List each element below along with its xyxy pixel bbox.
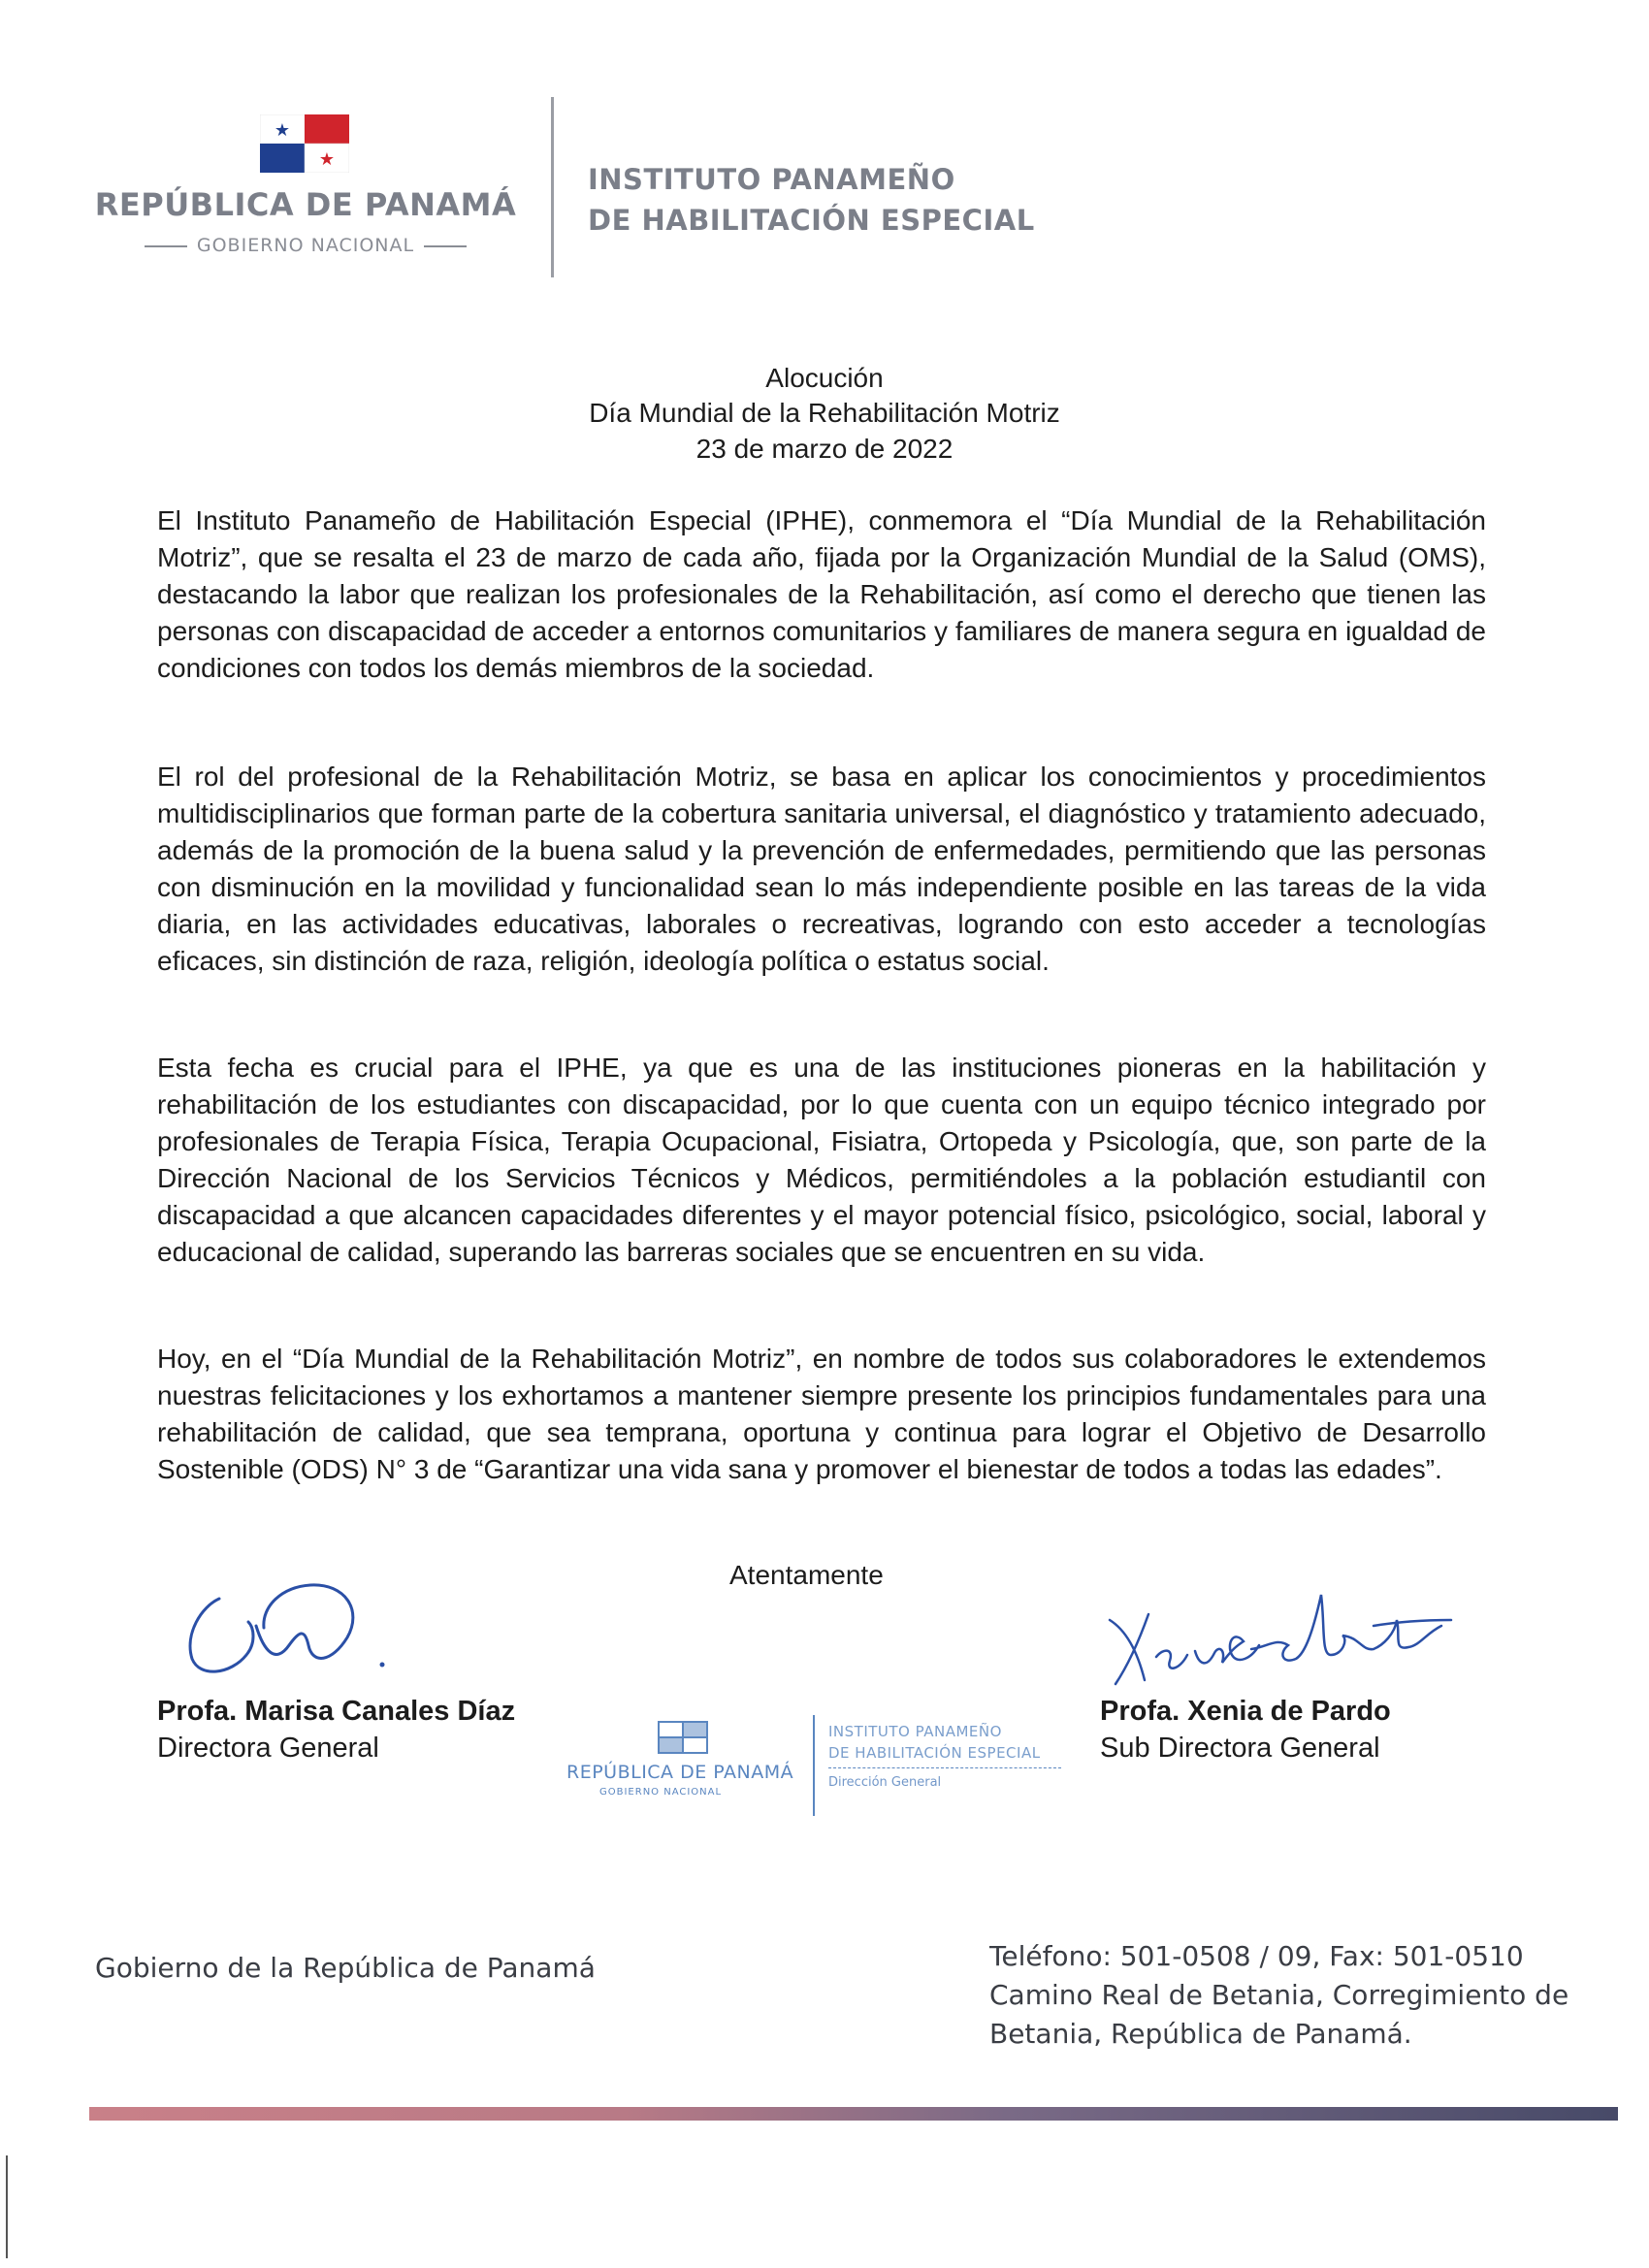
stamp-institute-line2: DE HABILITACIÓN ESPECIAL — [828, 1744, 1041, 1762]
letterhead-divider — [551, 97, 554, 277]
footer-address-line2: Betania, República de Panamá. — [989, 2018, 1412, 2050]
stamp-rule — [828, 1767, 1061, 1768]
signature-image — [175, 1550, 407, 1696]
panama-flag-icon — [260, 114, 349, 173]
scan-edge-line — [6, 2155, 8, 2258]
footer-phone: Teléfono: 501-0508 / 09, Fax: 501-0510 — [989, 1940, 1524, 1972]
paragraph: Esta fecha es crucial para el IPHE, ya que es una de las instituciones pioneras en la habilitación y rehabilitación de los estudiantes con discapacidad, por lo que cuenta con un equipo técnico integrado por profesionales de Terapia Física, Terapia Ocupacional, Fisiatra, Ortopeda y Psicología, que, son parte de la Dirección Nacional de los Servicios Técnicos y Médicos, permitiéndoles a la población estudiantil con discapacidad a que alcancen capacidades diferentes y el mayor potencial físico, psicológico, social, laboral y educacional de calidad, superando las barreras sociales que se encuentren en su vida. — [157, 1053, 1486, 1267]
stamp-gov-subtitle: GOBIERNO NACIONAL — [599, 1787, 723, 1798]
signatory-role: Sub Directora General — [1100, 1733, 1380, 1764]
government-subtitle: GOBIERNO NACIONAL — [89, 235, 522, 256]
stamp-divider — [813, 1715, 815, 1816]
official-stamp — [563, 1715, 1086, 1822]
signatory-name: Profa. Marisa Canales Díaz — [157, 1696, 516, 1727]
footer-address-line1: Camino Real de Betania, Corregimiento de — [989, 1979, 1569, 2011]
document-title: Alocución — [765, 363, 884, 393]
signatory-name: Profa. Xenia de Pardo — [1100, 1696, 1391, 1727]
stamp-institute-line1: INSTITUTO PANAMEÑO — [828, 1723, 1002, 1740]
document-subtitle: Día Mundial de la Rehabilitación Motriz — [589, 398, 1060, 428]
government-name: REPÚBLICA DE PANAMÁ — [94, 186, 517, 223]
signatory-role: Directora General — [157, 1733, 379, 1764]
stamp-department: Dirección General — [828, 1775, 942, 1790]
document-date: 23 de marzo de 2022 — [695, 434, 954, 464]
closing: Atentamente — [729, 1560, 884, 1590]
stamp-gov-name: REPÚBLICA DE PANAMÁ — [566, 1762, 794, 1783]
institute-name-line1: INSTITUTO PANAMEÑO — [588, 163, 955, 196]
paragraph: El rol del profesional de la Rehabilitación Motriz, se basa en aplicar los conocimientos y procedimientos multidisciplinarios que forman parte de la cobertura sanitaria universal, el diagnóstico y tratamiento adecuado, además de la promoción de la buena salud y la prevención de enfermedades, permitiendo que las personas con disminución en la movilidad y funcionalidad sean lo más independiente posible en las tareas de la vida diaria, en las actividades educativas, laborales o recreativas, logrando con esto acceder a tecnologías eficaces, sin distinción de raza, religión, ideología política o estatus social. — [157, 761, 1486, 976]
paragraph: El Instituto Panameño de Habilitación Especial (IPHE), conmemora el “Día Mundial de la Rehabilitación Motriz”, que se resalta el 23 de marzo de cada año, fijada por la Organización Mundial de la Salud (OMS), destacando la labor que realizan los profesionales de la Rehabilitación, así como el derecho que tienen las personas con discapacidad de acceder a entornos comunitarios y familiares de manera segura en igualdad de condiciones con todos los demás miembros de la sociedad. — [157, 505, 1486, 683]
paragraph: Hoy, en el “Día Mundial de la Rehabilitación Motriz”, en nombre de todos sus colaboradores le extendemos nuestras felicitaciones y los exhortamos a mantener siempre presente los principios fundamentales para una rehabilitación de calidad, que sea temprana, oportuna y continua para lograr el Objetivo de Desarrollo Sostenible (ODS) N° 3 de “Garantizar una vida sana y promover el bienestar de todos a todas las edades”. — [157, 1344, 1486, 1484]
svg-text:★: ★ — [318, 149, 336, 169]
stamp-flag-icon — [658, 1721, 708, 1754]
signature-image — [1106, 1591, 1455, 1698]
institute-name-line2: DE HABILITACIÓN ESPECIAL — [588, 204, 1035, 237]
footer-color-bar — [89, 2107, 1618, 2121]
footer-government: Gobierno de la República de Panamá — [95, 1952, 596, 1984]
svg-text:★: ★ — [274, 120, 291, 140]
